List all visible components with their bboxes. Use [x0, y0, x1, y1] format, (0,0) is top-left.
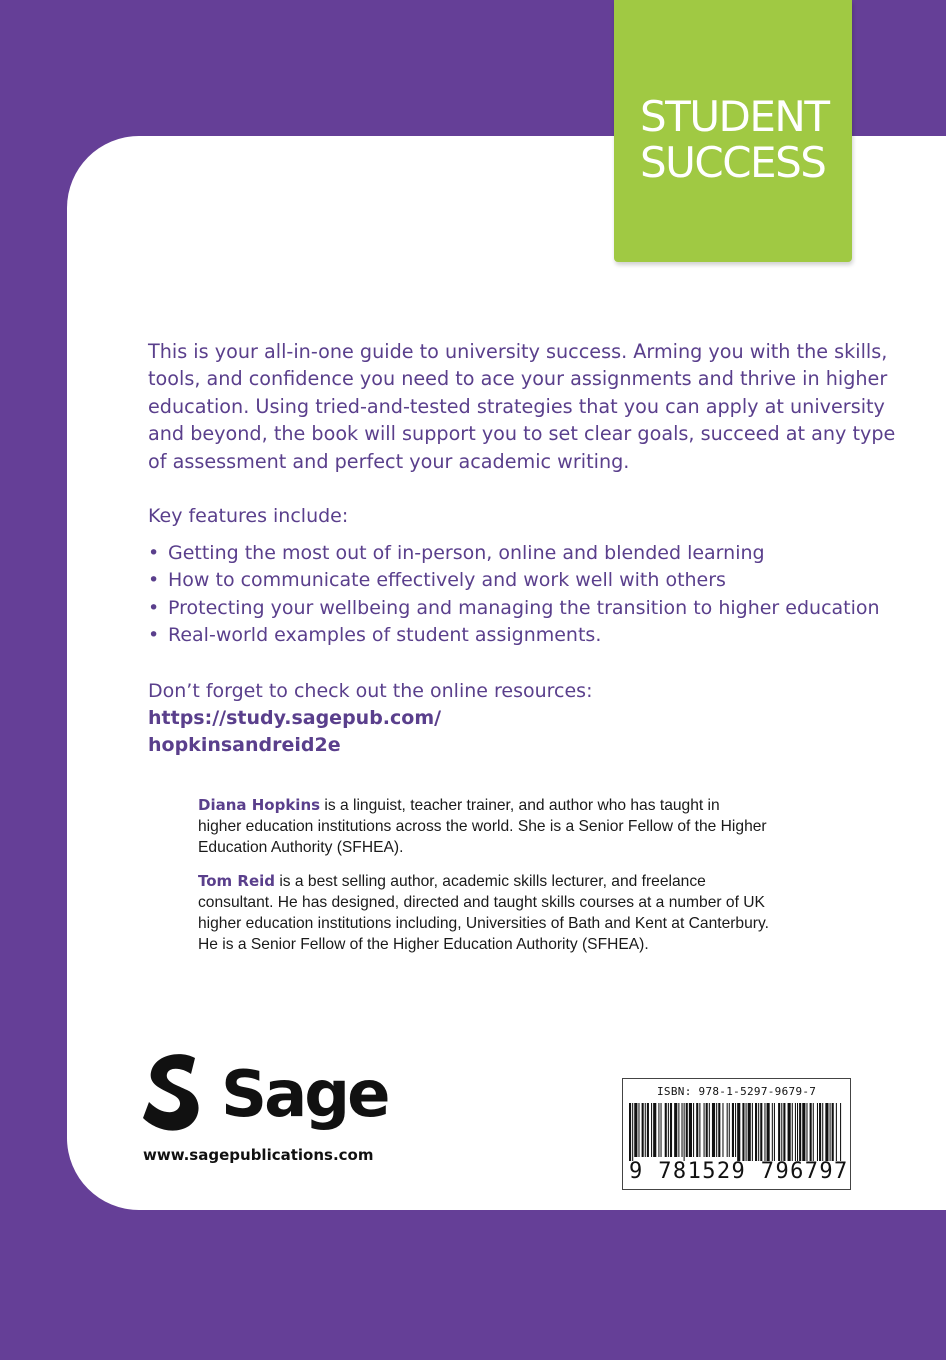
features-heading: Key features include:	[148, 505, 349, 528]
barcode-bar	[704, 1103, 705, 1157]
barcode-bar	[716, 1103, 717, 1157]
feature-text: Getting the most out of in-person, online and blended learning	[168, 542, 765, 565]
intro-line: education. Using tried-and-tested strategies that you can apply at university	[148, 394, 885, 418]
barcode-bar	[806, 1103, 807, 1161]
barcode-bar	[686, 1103, 688, 1157]
author-name: Diana Hopkins	[198, 796, 321, 814]
barcode-bar	[732, 1103, 734, 1157]
feature-item	[148, 595, 880, 622]
author-bio	[198, 871, 803, 955]
student-success-banner	[614, 0, 852, 262]
feature-text: Protecting your wellbeing and managing the transition to higher education	[168, 596, 880, 619]
barcode-bar	[836, 1103, 837, 1161]
barcode-bar	[706, 1103, 708, 1157]
barcode-bar	[653, 1103, 656, 1157]
publisher-url[interactable]: www.sagepublications.com	[143, 1146, 374, 1164]
barcode-bar	[825, 1103, 828, 1161]
barcode-bar	[840, 1103, 841, 1161]
barcode-bar	[735, 1103, 736, 1157]
feature-list	[148, 540, 880, 650]
barcode-bar	[709, 1103, 710, 1157]
sage-s-mark-icon	[143, 1052, 203, 1136]
barcode-bar	[668, 1103, 669, 1157]
barcode-bar	[752, 1103, 753, 1161]
barcode-bar	[729, 1103, 730, 1157]
barcode-bar	[699, 1103, 700, 1157]
resources-text: Don’t forget to check out the online resources:	[148, 679, 593, 702]
barcode-bar	[772, 1103, 773, 1161]
intro-line: This is your all-in-one guide to university success. Arming you with the skills,	[148, 340, 888, 363]
barcode-bar	[788, 1103, 791, 1161]
barcode-bar	[797, 1103, 798, 1161]
bullet-icon: •	[148, 542, 160, 565]
bio-text: is a linguist, teacher trainer, and author who has taught in	[320, 797, 720, 814]
barcode-bar	[764, 1103, 765, 1161]
feature-item	[148, 622, 868, 649]
isbn-digits: 9 781529 796797	[629, 1159, 849, 1184]
bio-line: higher education institutions across the world. She is a Senior Fellow of the Higher	[198, 818, 767, 835]
barcode-bar	[712, 1103, 715, 1157]
barcode-bar	[792, 1103, 793, 1161]
description	[148, 338, 896, 760]
barcode-bar	[670, 1103, 672, 1157]
barcode-bar	[774, 1103, 775, 1161]
barcode-bar	[822, 1103, 823, 1161]
bio-line: consultant. He has designed, directed and taught skills courses at a number of UK	[198, 894, 765, 911]
barcode-bar	[638, 1103, 639, 1157]
feature-item	[148, 567, 868, 594]
barcode-bar	[634, 1103, 637, 1157]
barcode-bar	[742, 1103, 744, 1161]
barcode-bar	[727, 1103, 728, 1157]
barcode-bar	[795, 1103, 796, 1161]
banner-line-1: STUDENT	[640, 92, 829, 141]
barcode-bar	[830, 1103, 831, 1161]
intro-line: of assessment and perfect your academic writing.	[148, 449, 630, 473]
barcode-bar	[722, 1103, 723, 1157]
barcode-bar	[819, 1103, 821, 1161]
barcode-bar	[693, 1103, 694, 1157]
intro-line: tools, and confidence you need to ace your assignments and thrive in higher	[148, 367, 888, 391]
resources-paragraph	[148, 678, 868, 760]
barcode-bar	[718, 1103, 720, 1157]
barcode-bar	[658, 1103, 659, 1157]
barcode-bar	[674, 1103, 677, 1157]
bio-line: higher education institutions including, Universities of Bath and Kent at Canterbury.	[198, 915, 769, 932]
author-bio	[198, 795, 803, 858]
sage-wordmark: Sage	[221, 1058, 388, 1132]
intro-line: and beyond, the book will support you to set clear goals, succeed at any type	[148, 422, 896, 446]
barcode-bar	[832, 1103, 834, 1161]
barcode-bar	[813, 1103, 814, 1161]
intro-paragraph	[148, 338, 896, 475]
barcode-bar	[767, 1103, 770, 1161]
barcode-bar	[778, 1103, 780, 1161]
barcode-bar	[799, 1103, 801, 1161]
barcode-bar	[781, 1103, 782, 1161]
bio-line	[198, 795, 803, 816]
barcode-bar	[651, 1103, 652, 1157]
bio-line: He is a Senior Fellow of the Higher Education Authority (SFHEA).	[198, 936, 649, 953]
barcode-bar	[802, 1103, 805, 1161]
feature-text: Real-world examples of student assignments.	[168, 624, 602, 647]
barcode-bar	[755, 1103, 757, 1161]
banner-line-2: SUCCESS	[640, 138, 826, 187]
barcode-bar	[737, 1103, 740, 1161]
barcode-icon	[627, 1103, 846, 1161]
barcode-bar	[758, 1103, 759, 1161]
feature-item	[148, 540, 868, 567]
author-bios	[198, 795, 803, 968]
banner-title	[640, 94, 850, 186]
bio-text: is a best selling author, academic skills lecturer, and freelance	[275, 873, 706, 890]
barcode-bar	[678, 1103, 679, 1157]
barcode-bar	[783, 1103, 785, 1161]
bullet-icon: •	[148, 624, 160, 647]
barcode-bar	[642, 1103, 644, 1157]
barcode-bar	[746, 1103, 747, 1161]
barcode-bar	[748, 1103, 751, 1161]
feature-text: How to communicate effectively and work well with others	[168, 569, 726, 592]
author-name: Tom Reid	[198, 872, 275, 890]
bio-line: Education Authority (SFHEA).	[198, 839, 404, 856]
barcode-bar	[665, 1103, 667, 1157]
barcode-bar	[682, 1103, 683, 1157]
barcode-bar	[647, 1103, 649, 1157]
barcode-bar	[689, 1103, 692, 1157]
isbn-barcode	[622, 1078, 851, 1190]
bio-line	[198, 871, 803, 892]
barcode-bar	[632, 1103, 633, 1161]
barcode-bar	[661, 1103, 662, 1157]
bullet-icon: •	[148, 569, 160, 592]
barcode-bar	[817, 1103, 818, 1161]
barcode-bar	[760, 1103, 762, 1161]
barcode-bar	[684, 1103, 685, 1161]
resources-link-part-1[interactable]: https://study.sagepub.com/	[148, 707, 442, 730]
barcode-bar	[645, 1103, 646, 1157]
barcode-bar	[696, 1103, 698, 1157]
resources-link-part-2[interactable]: hopkinsandreid2e	[148, 734, 341, 757]
isbn-label: ISBN: 978-1-5297-9679-7	[657, 1085, 817, 1098]
barcode-bar	[629, 1103, 631, 1161]
bullet-icon: •	[148, 596, 160, 619]
barcode-bar	[810, 1103, 812, 1161]
